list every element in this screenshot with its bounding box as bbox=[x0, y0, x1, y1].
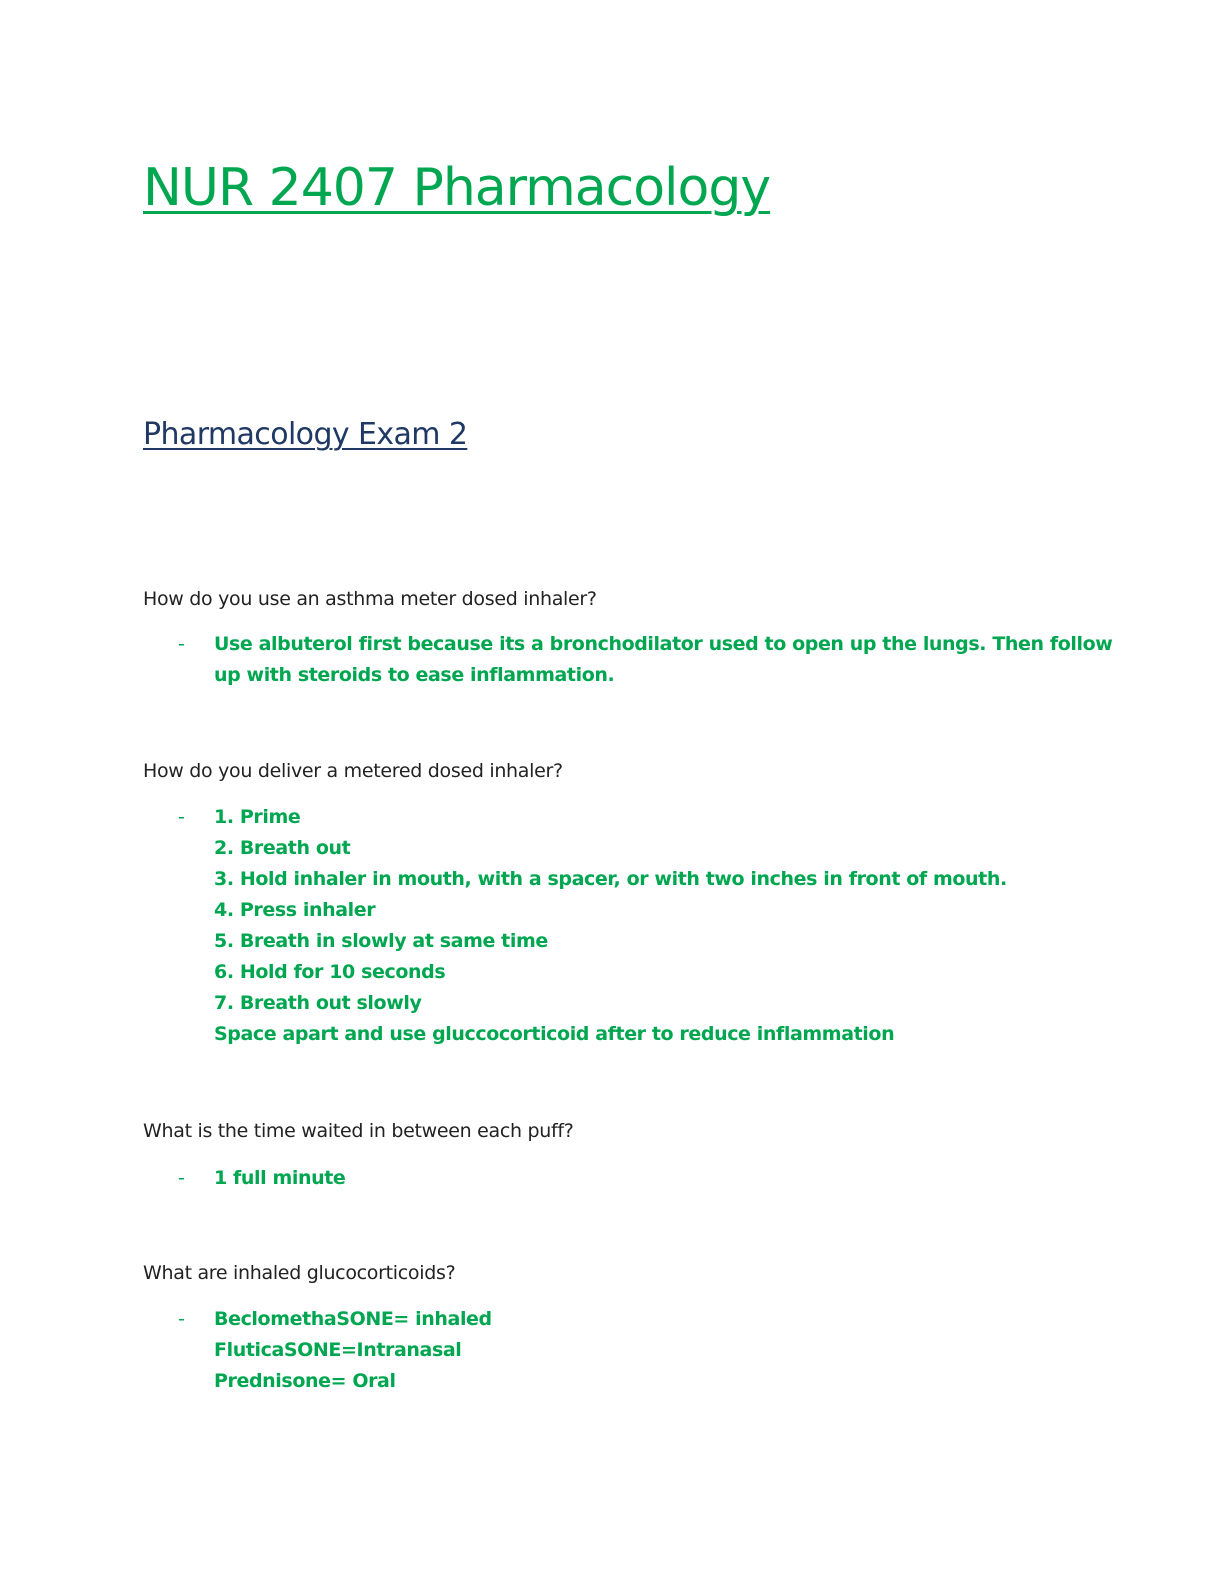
answer-line: 6. Hold for 10 seconds bbox=[214, 961, 446, 983]
answer-lines bbox=[214, 802, 1094, 1050]
answer-line: FluticaSONE=Intranasal bbox=[214, 1339, 462, 1361]
question-2: How do you deliver a metered dosed inhaler? bbox=[143, 760, 563, 782]
answer-line: Prednisone= Oral bbox=[214, 1370, 396, 1392]
answer-4 bbox=[178, 1304, 1094, 1397]
answer-line: Space apart and use gluccocorticoid after to reduce inflammation bbox=[214, 1023, 895, 1045]
answer-line: 4. Press inhaler bbox=[214, 899, 376, 921]
answer-3 bbox=[178, 1163, 1094, 1194]
answer-lines bbox=[214, 629, 1113, 691]
answer-line: 1 full minute bbox=[214, 1167, 346, 1189]
answer-lines bbox=[214, 1163, 1094, 1194]
answer-line: 7. Breath out slowly bbox=[214, 992, 422, 1014]
answer-1 bbox=[178, 629, 1113, 691]
bullet-dash: - bbox=[178, 806, 185, 828]
answer-lines bbox=[214, 1304, 1094, 1397]
document-title: NUR 2407 Pharmacology bbox=[143, 158, 771, 218]
answer-line: up with steroids to ease inflammation. bbox=[214, 664, 615, 686]
document-subtitle: Pharmacology Exam 2 bbox=[143, 417, 468, 452]
question-3: What is the time waited in between each puff? bbox=[143, 1120, 574, 1142]
question-4: What are inhaled glucocorticoids? bbox=[143, 1262, 456, 1284]
question-1: How do you use an asthma meter dosed inhaler? bbox=[143, 588, 597, 610]
answer-line: 5. Breath in slowly at same time bbox=[214, 930, 548, 952]
answer-line: Use albuterol first because its a bronchodilator used to open up the lungs. Then follow bbox=[214, 633, 1113, 655]
answer-line: 3. Hold inhaler in mouth, with a spacer, or with two inches in front of mouth. bbox=[214, 868, 1007, 890]
answer-line: BeclomethaSONE= inhaled bbox=[214, 1308, 492, 1330]
bullet-dash: - bbox=[178, 633, 185, 655]
bullet-dash: - bbox=[178, 1167, 185, 1189]
answer-line: 1. Prime bbox=[214, 806, 301, 828]
answer-2 bbox=[178, 802, 1094, 1050]
bullet-dash: - bbox=[178, 1308, 185, 1330]
answer-line: 2. Breath out bbox=[214, 837, 351, 859]
